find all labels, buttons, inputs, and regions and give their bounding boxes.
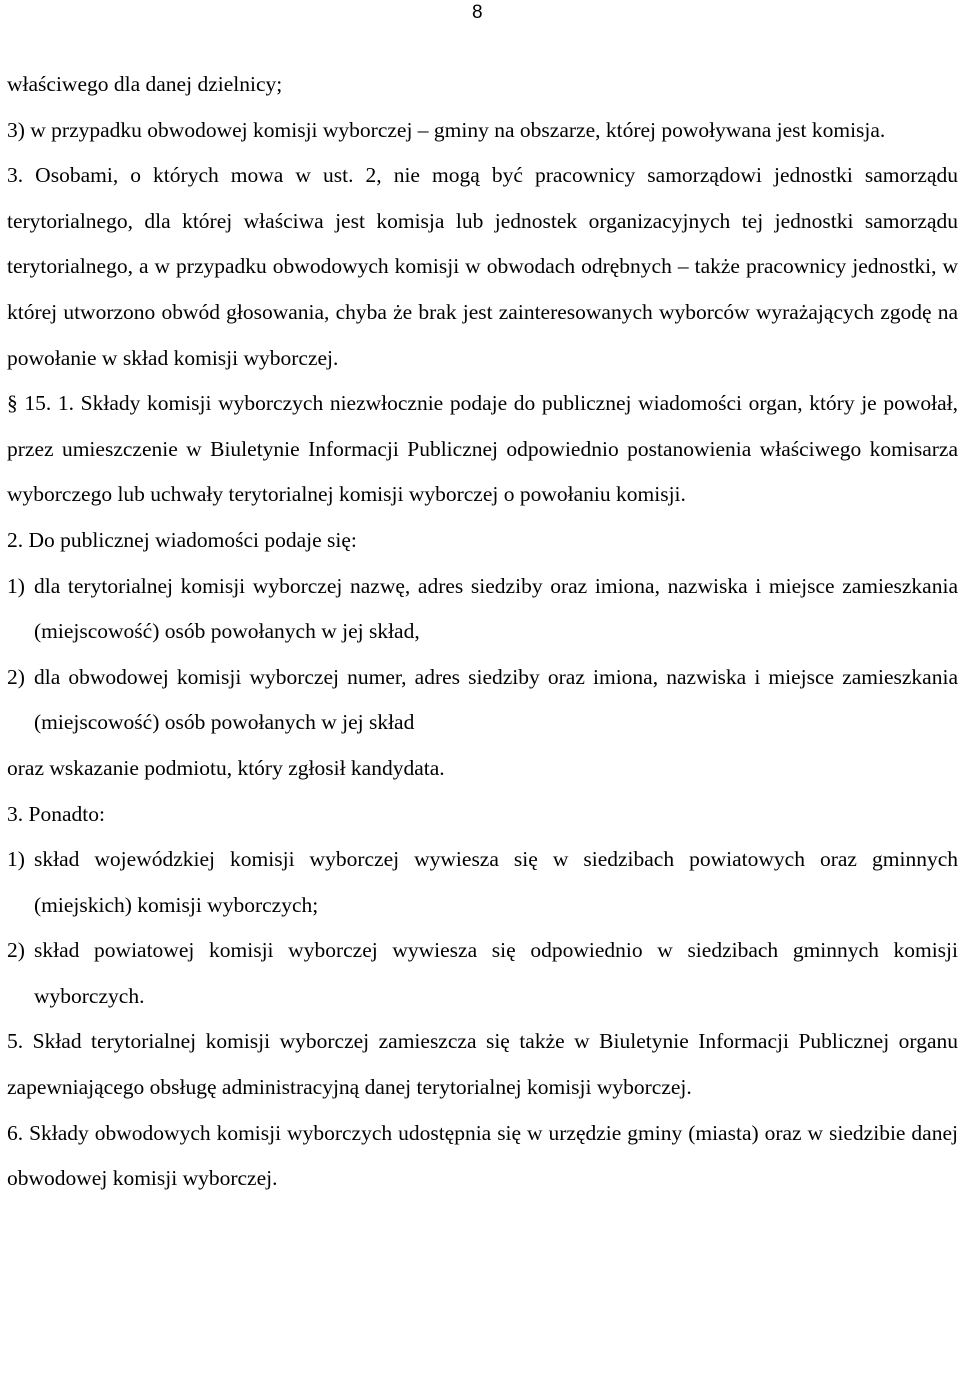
paragraph: 5. Skład terytorialnej komisji wyborczej zamieszcza się także w Biuletynie Informacji Publicznej organu zapewniającego obsługę administracyjną danej terytorialnej komisji wyborczej. <box>7 1029 958 1100</box>
paragraph: 3) w przypadku obwodowej komisji wyborczej – gminy na obszarze, której powoływana jest komisja. <box>7 117 886 142</box>
paragraph: właściwego dla danej dzielnicy; <box>7 72 283 96</box>
list-item <box>7 655 958 746</box>
paragraph: 3. Ponadto: <box>7 801 105 826</box>
list-item-number: 1) <box>7 847 25 872</box>
paragraph: § 15. 1. Składy komisji wyborczych niezwłocznie podaje do publicznej wiadomości organ, który je powołał, przez umieszczenie w Biuletynie Informacji Publicznej odpowiednio postanowienia właściwego komisarza wyborczego lub uchwały terytorialnej komisji wyborczej o powołaniu komisji. <box>7 391 958 507</box>
list-item-text: dla obwodowej komisji wyborczej numer, adres siedziby oraz imiona, nazwiska i miejsce zamieszkania (miejscowość) osób powołanych w jej skład <box>34 664 958 735</box>
paragraph: oraz wskazanie podmiotu, który zgłosił kandydata. <box>7 755 445 780</box>
page-number: 8 <box>472 2 483 23</box>
document-body <box>7 62 958 1202</box>
list-item <box>7 837 958 928</box>
list-item-number: 1) <box>7 573 25 598</box>
paragraph: 2. Do publicznej wiadomości podaje się: <box>7 527 357 552</box>
list-item-text: skład wojewódzkiej komisji wyborczej wywiesza się w siedzibach powiatowych oraz gminnych (miejskich) komisji wyborczych; <box>34 847 958 917</box>
paragraph: 6. Składy obwodowych komisji wyborczych udostępnia się w urzędzie gminy (miasta) oraz w siedzibie danej obwodowej komisji wyborczej. <box>7 1120 958 1191</box>
list-item-number: 2) <box>7 938 25 963</box>
list-item <box>7 928 958 1019</box>
list-item-text: skład powiatowej komisji wyborczej wywiesza się odpowiednio w siedzibach gminnych komisji wyborczych. <box>34 938 958 1008</box>
paragraph: 3. Osobami, o których mowa w ust. 2, nie mogą być pracownicy samorządowi jednostki samorządu terytorialnego, dla której właściwa jest komisja lub jednostek organizacyjnych tej jednostki samorządu terytorialnego, a w przypadku obwodowych komisji w obwodach odrębnych – także pracownicy jednostki, w której utworzono obwód głosowania, chyba że brak jest zainteresowanych wyborców wyrażających zgodę na powołanie w skład komisji wyborczej. <box>7 163 958 370</box>
list-item-number: 2) <box>7 664 25 689</box>
list-item <box>7 564 958 655</box>
list-item-text: dla terytorialnej komisji wyborczej nazwę, adres siedziby oraz imiona, nazwiska i miejsce zamieszkania (miejscowość) osób powołanych w jej skład, <box>34 573 958 644</box>
